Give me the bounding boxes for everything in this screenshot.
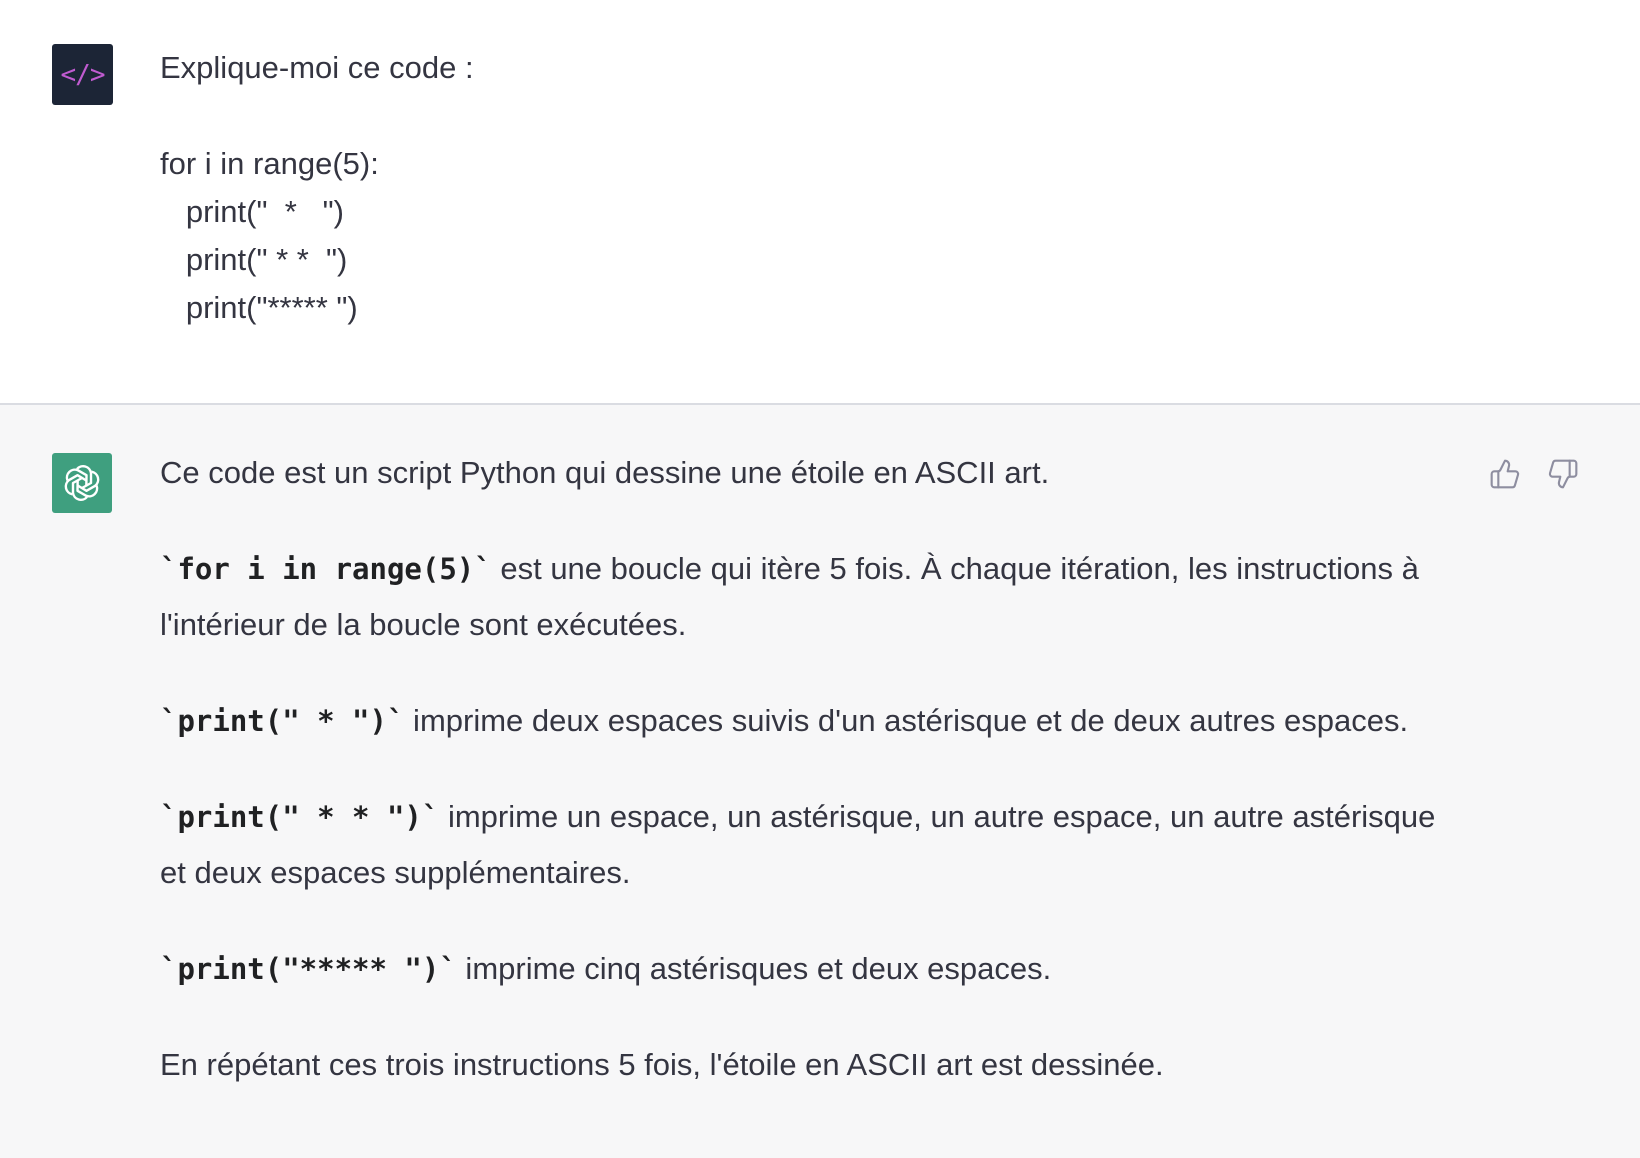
- assistant-paragraph: [160, 445, 1460, 501]
- paragraph-text: En répétant ces trois instructions 5 fois, l'étoile en ASCII art est dessinée.: [160, 1047, 1164, 1082]
- assistant-paragraph: [160, 693, 1460, 749]
- paragraph-text: est une boucle qui itère 5 fois. À chaque itération, les instructions à l'intérieur de la boucle sont exécutées.: [160, 551, 1428, 642]
- code-icon: </>: [60, 59, 105, 90]
- assistant-message-text: [160, 445, 1460, 1133]
- openai-logo-icon: [60, 461, 104, 505]
- assistant-paragraph: [160, 789, 1460, 901]
- inline-code: `for i in range(5)`: [160, 552, 492, 586]
- thumbs-up-icon: [1489, 458, 1521, 490]
- thumbs-down-button[interactable]: [1546, 457, 1580, 491]
- assistant-paragraph: [160, 541, 1460, 653]
- inline-code: `print(" * ")`: [160, 704, 405, 738]
- user-message-line: print(" * * "): [160, 242, 348, 277]
- user-avatar: [52, 44, 113, 105]
- assistant-avatar: [52, 453, 112, 513]
- assistant-paragraph: [160, 1037, 1460, 1093]
- user-message-text: [160, 44, 474, 332]
- paragraph-text: Ce code est un script Python qui dessine une étoile en ASCII art.: [160, 455, 1050, 490]
- user-message-line: for i in range(5):: [160, 146, 379, 181]
- user-message-line: print(" * "): [160, 194, 344, 229]
- inline-code: `print("***** ")`: [160, 952, 457, 986]
- assistant-paragraph: [160, 941, 1460, 997]
- paragraph-text: imprime deux espaces suivis d'un astérisque et de deux autres espaces.: [404, 703, 1409, 738]
- user-message-turn: [0, 0, 1640, 405]
- user-message-line: print("***** "): [160, 290, 358, 325]
- user-message-line: Explique-moi ce code :: [160, 50, 474, 85]
- feedback-buttons: [1488, 457, 1580, 491]
- thumbs-up-button[interactable]: [1488, 457, 1522, 491]
- paragraph-text: imprime cinq astérisques et deux espaces.: [456, 951, 1052, 986]
- assistant-message-turn: [0, 405, 1640, 1158]
- user-message-blank-line: [160, 92, 474, 140]
- thumbs-down-icon: [1547, 458, 1579, 490]
- paragraph-text: imprime un espace, un astérisque, un autre espace, un autre astérisque et deux espaces supplémentaires.: [160, 799, 1445, 890]
- inline-code: `print(" * * ")`: [160, 800, 440, 834]
